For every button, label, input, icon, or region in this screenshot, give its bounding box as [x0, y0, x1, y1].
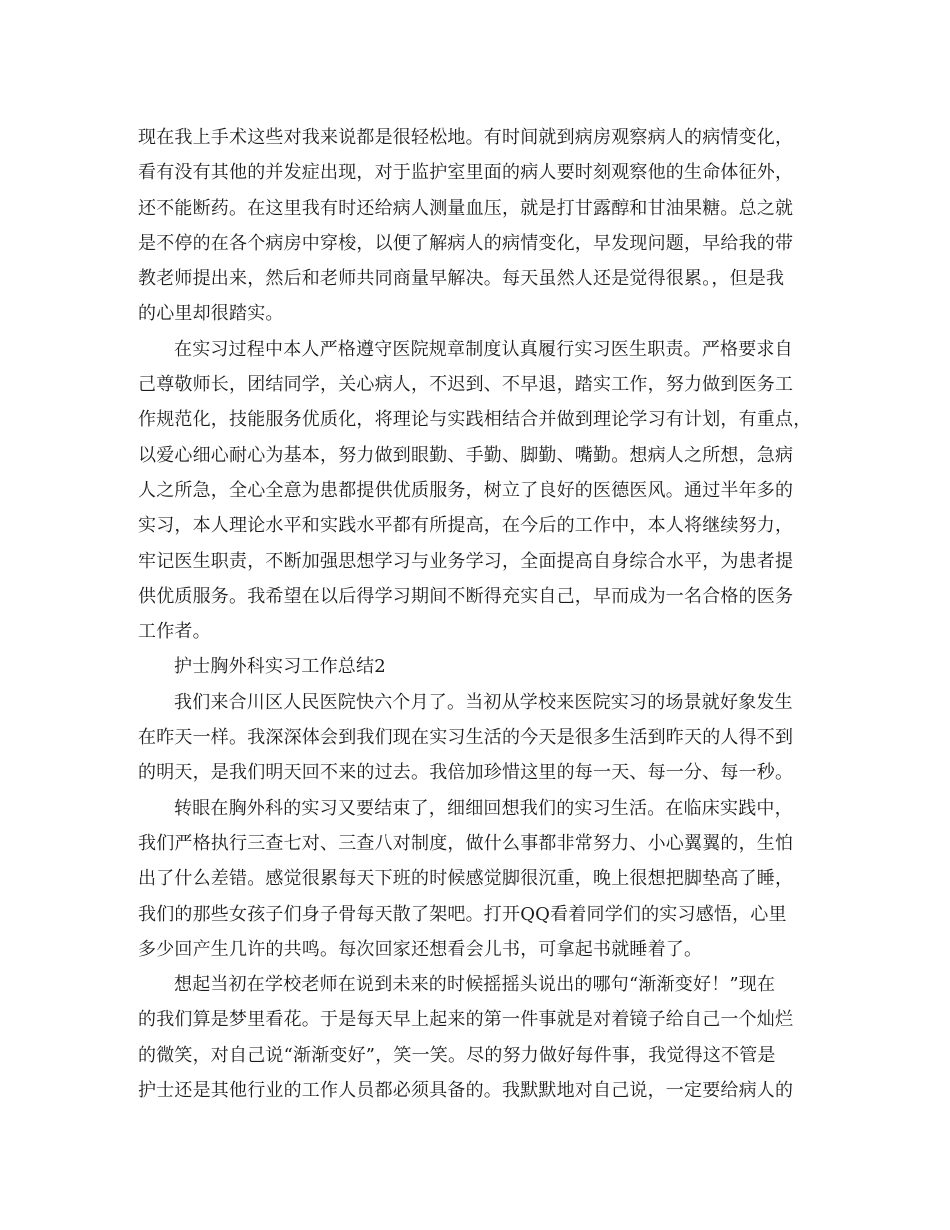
text-line: 人之所急，全心全意为患都提供优质服务，树立了良好的医德医风。通过半年多的	[138, 479, 794, 501]
text-line: 还不能断药。在这里我有时还给病人测量血压，就是打甘露醇和甘油果糖。总之就	[138, 197, 794, 219]
text-line: 工作者。	[138, 621, 211, 643]
text-line: 己尊敬师长，团结同学，关心病人，不迟到、不早退，踏实工作，努力做到医务工	[138, 374, 794, 396]
text-line: 想起当初在学校老师在说到未来的时候摇摇头说出的哪句“渐渐变好！”现在	[174, 974, 776, 996]
text-line: 护士还是其他行业的工作人员都必须具备的。我默默地对自己说，一定要给病人的	[138, 1080, 794, 1102]
text-line: 多少回产生几许的共鸣。每次回家还想看会儿书，可拿起书就睡着了。	[138, 938, 703, 960]
text-line: 的我们算是梦里看花。于是每天早上起来的第一件事就是对着镜子给自己一个灿烂	[138, 1009, 794, 1031]
text-line: 我们严格执行三查七对、三查八对制度，做什么事都非常努力、小心翼翼的，生怕	[138, 832, 794, 854]
text-line: 现在我上手术这些对我来说都是很轻松地。有时间就到病房观察病人的病情变化，	[138, 127, 794, 148]
text-line: 教老师提出来，然后和老师共同商量早解决。每天虽然人还是觉得很累。，但是我	[138, 268, 785, 290]
text-line: 在实习过程中本人严格遵守医院规章制度认真履行实习医生职责。严格要求自	[174, 338, 793, 360]
text-line: 护士胸外科实习工作总结2	[174, 656, 386, 678]
text-line: 的明天，是我们明天回不来的过去。我倍加珍惜这里的每一天、每一分、每一秒。	[138, 762, 794, 784]
text-line: 实习，本人理论水平和实践水平都有所提高，在今后的工作中，本人将继续努力，	[138, 515, 794, 537]
text-line: 看有没有其他的并发症出现，对于监护室里面的病人要时刻观察他的生命体征外，	[138, 162, 794, 184]
text-line: 在昨天一样。我深深体会到我们现在实习生活的今天是很多生活到昨天的人得不到	[138, 727, 794, 749]
text-line: 我们来合川区人民医院快六个月了。当初从学校来医院实习的场景就好象发生	[174, 691, 793, 713]
text-line: 的微笑，对自己说“渐渐变好”，笑一笑。尽的努力做好每件事，我觉得这不管是	[138, 1044, 776, 1066]
text-line: 是不停的在各个病房中穿梭，以便了解病人的病情变化，早发现问题，早给我的带	[138, 232, 794, 254]
document-body	[138, 120, 818, 1108]
text-line: 转眼在胸外科的实习又要结束了，细细回想我们的实习生活。在临床实践中，	[174, 797, 793, 819]
text-line: 以爱心细心耐心为基本，努力做到眼勤、手勤、脚勤、嘴勤。想病人之所想，急病	[138, 444, 794, 466]
text-line: 供优质服务。我希望在以后得学习期间不断得充实自己，早而成为一名合格的医务	[138, 585, 794, 607]
text-line: 我们的那些女孩子们身子骨每天散了架吧。打开QQ看着同学们的实习感悟，心里	[138, 903, 787, 925]
text-line: 牢记医生职责，不断加强思想学习与业务学习，全面提高自身综合水平，为患者提	[138, 550, 794, 572]
text-line: 的心里却很踏实。	[138, 303, 284, 325]
text-line: 作规范化，技能服务优质化，将理论与实践相结合并做到理论学习有计划，有重点，	[138, 409, 812, 431]
text-line: 出了什么差错。感觉很累每天下班的时候感觉脚很沉重，晚上很想把脚垫高了睡，	[138, 868, 794, 890]
